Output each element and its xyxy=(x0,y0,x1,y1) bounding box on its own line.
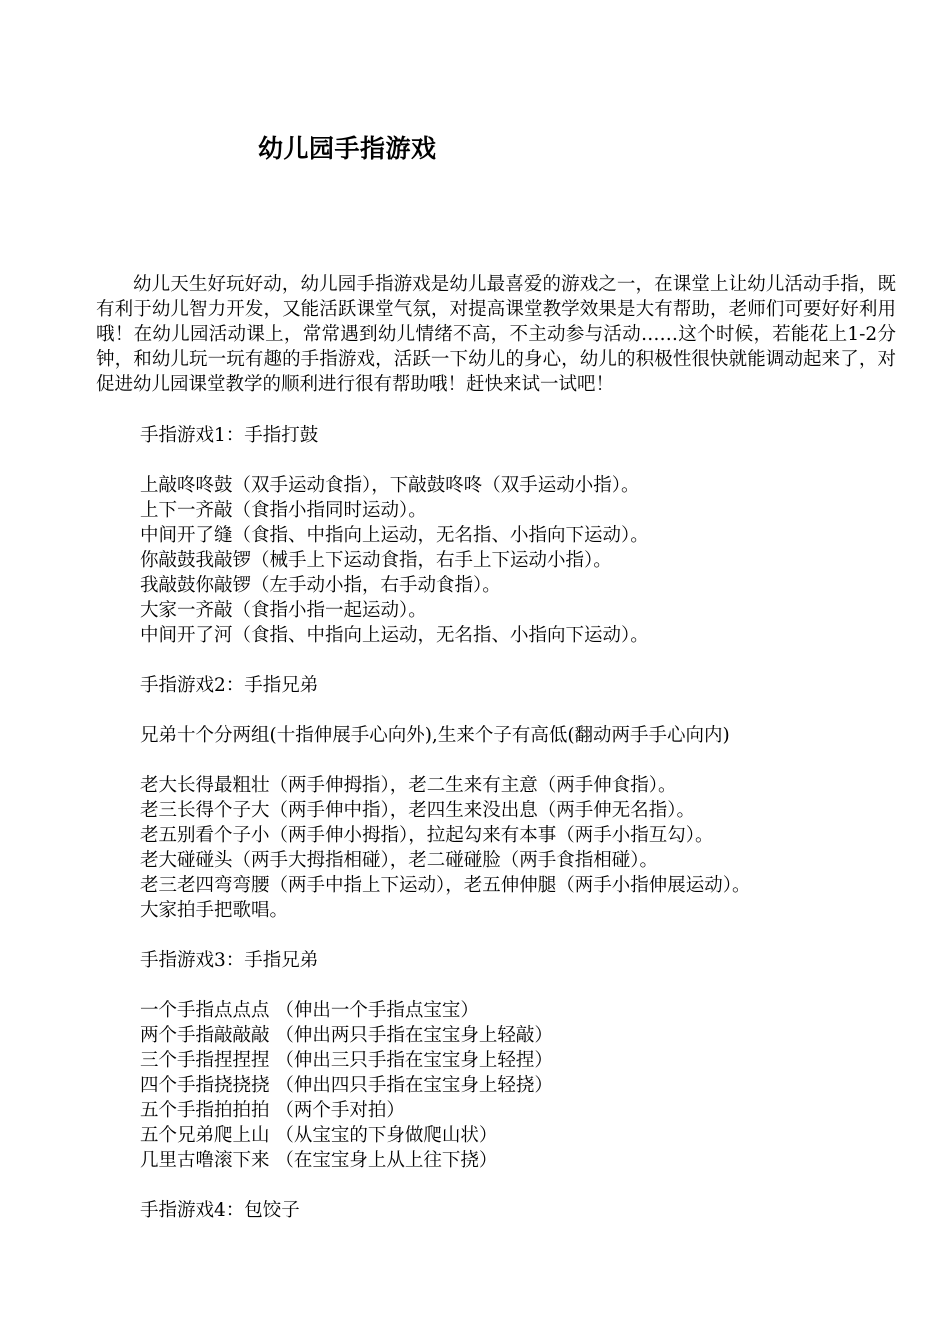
game2-subheading: 兄弟十个分两组(十指伸展手心向外),生来个子有高低(翻动两手手心向内) xyxy=(140,725,730,746)
game3-line: 三个手指捏捏捏 （伸出三只手指在宝宝身上轻捏） xyxy=(140,1050,553,1071)
intro-paragraph: 幼儿天生好玩好动，幼儿园手指游戏是幼儿最喜爱的游戏之一，在课堂上让幼儿活动手指，既有利于幼儿智力开发，又能活跃课堂气氛，对提高课堂教学效果是大有帮助，老师们可要好好利用哦！在幼儿园活动课上，常常遇到幼儿情绪不高，不主动参与活动……这个时候，若能花上1-2分钟，和幼儿玩一玩有趣的手指游戏，活跃一下幼儿的身心，幼儿的积极性很快就能调动起来了，对促进幼儿园课堂教学的顺利进行很有帮助哦！赶快来试一试吧！ xyxy=(96,274,896,395)
game1-line: 上敲咚咚鼓（双手运动食指），下敲鼓咚咚（双手运动小指）。 xyxy=(140,475,640,496)
game3-line: 五个兄弟爬上山 （从宝宝的下身做爬山状） xyxy=(140,1125,498,1146)
game1-line: 大家一齐敲（食指小指一起运动）。 xyxy=(140,600,427,621)
game2-heading: 手指游戏2：手指兄弟 xyxy=(140,675,319,696)
game1-line: 中间开了河（食指、中指向上运动，无名指、小指向下运动）。 xyxy=(140,625,649,646)
blank-line xyxy=(140,698,930,723)
blank-line xyxy=(140,748,930,773)
game2-line: 老大碰碰头（两手大拇指相碰），老二碰碰脸（两手食指相碰）。 xyxy=(140,850,659,871)
blank-line xyxy=(140,448,930,473)
game3-line: 五个手指拍拍拍 （两个手对拍） xyxy=(140,1100,405,1121)
blank-line xyxy=(140,973,930,998)
game1-line: 上下一齐敲（食指小指同时运动）。 xyxy=(140,500,427,521)
game2-line: 老三长得个子大（两手伸中指），老四生来没出息（两手伸无名指）。 xyxy=(140,800,696,821)
game1-line: 你敲鼓我敲锣（械手上下运动食指，右手上下运动小指）。 xyxy=(140,550,612,571)
blank-line xyxy=(140,923,930,948)
game2-line: 老三老四弯弯腰（两手中指上下运动），老五伸伸腿（两手小指伸展运动）。 xyxy=(140,875,751,896)
game3-line: 一个手指点点点 （伸出一个手指点宝宝） xyxy=(140,1000,479,1021)
blank-line xyxy=(140,1173,930,1198)
game2-line: 大家拍手把歌唱。 xyxy=(140,900,289,921)
game3-heading: 手指游戏3：手指兄弟 xyxy=(140,950,319,971)
game3-line: 四个手指挠挠挠 （伸出四只手指在宝宝身上轻挠） xyxy=(140,1075,553,1096)
game2-line: 老五别看个子小（两手伸小拇指），拉起勾来有本事（两手小指互勾）。 xyxy=(140,825,714,846)
game1-line: 我敲鼓你敲锣（左手动小指，右手动食指）。 xyxy=(140,575,501,596)
game2-line: 老大长得最粗壮（两手伸拇指），老二生来有主意（两手伸食指）。 xyxy=(140,775,677,796)
game1-heading: 手指游戏1：手指打鼓 xyxy=(140,425,319,446)
game1-line: 中间开了缝（食指、中指向上运动，无名指、小指向下运动）。 xyxy=(140,525,649,546)
game3-line: 两个手指敲敲敲 （伸出两只手指在宝宝身上轻敲） xyxy=(140,1025,553,1046)
blank-line xyxy=(140,648,930,673)
document-body xyxy=(140,423,930,1223)
game4-heading: 手指游戏4：包饺子 xyxy=(140,1200,300,1221)
game3-line: 几里古噜滚下来 （在宝宝身上从上往下挠） xyxy=(140,1150,498,1171)
document-title: 幼儿园手指游戏 xyxy=(258,134,437,163)
